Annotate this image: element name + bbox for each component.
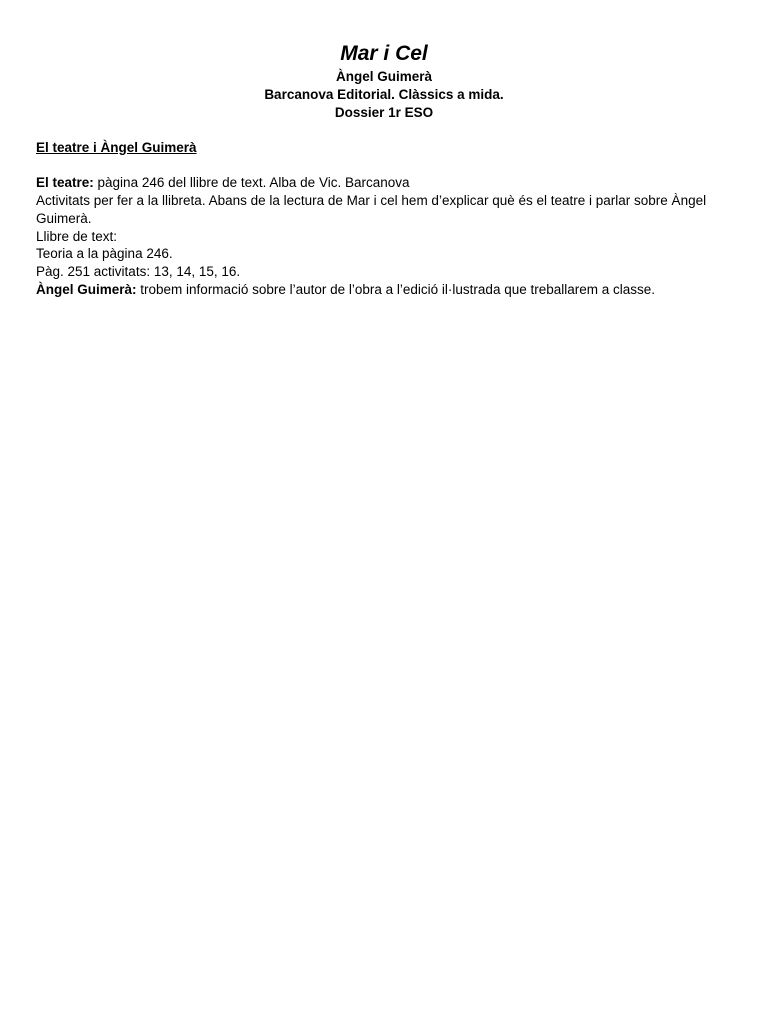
document-body xyxy=(36,139,726,298)
document-title: Mar i Cel xyxy=(340,42,428,65)
guimera-paragraph xyxy=(36,281,726,299)
teatre-paragraph xyxy=(36,174,726,192)
textbook-label: Llibre de text: xyxy=(36,228,118,244)
section-heading: El teatre i Àngel Guimerà xyxy=(36,140,197,155)
theory-line: Teoria a la pàgina 246. xyxy=(36,246,173,262)
blank-line xyxy=(36,157,726,175)
document-header xyxy=(0,40,768,122)
document-author: Àngel Guimerà xyxy=(335,69,433,84)
guimera-text: trobem informació sobre l’autor de l’obra a l’edició il·lustrada que treballarem a classe. xyxy=(136,281,656,297)
activities-paragraph: Activitats per fer a la llibreta. Abans de la lectura de Mar i cel hem d’explicar què és el teatre i parlar sobre Àngel Guimerà. xyxy=(36,193,707,226)
document-dossier: Dossier 1r ESO xyxy=(334,105,434,120)
teatre-text: pàgina 246 del llibre de text. Alba de Vic. Barcanova xyxy=(93,175,410,191)
teatre-label: El teatre: xyxy=(36,175,94,191)
document-publisher: Barcanova Editorial. Clàssics a mida. xyxy=(264,87,504,102)
exercises-line: Pàg. 251 activitats: 13, 14, 15, 16. xyxy=(36,263,241,279)
guimera-label: Àngel Guimerà: xyxy=(36,281,137,297)
